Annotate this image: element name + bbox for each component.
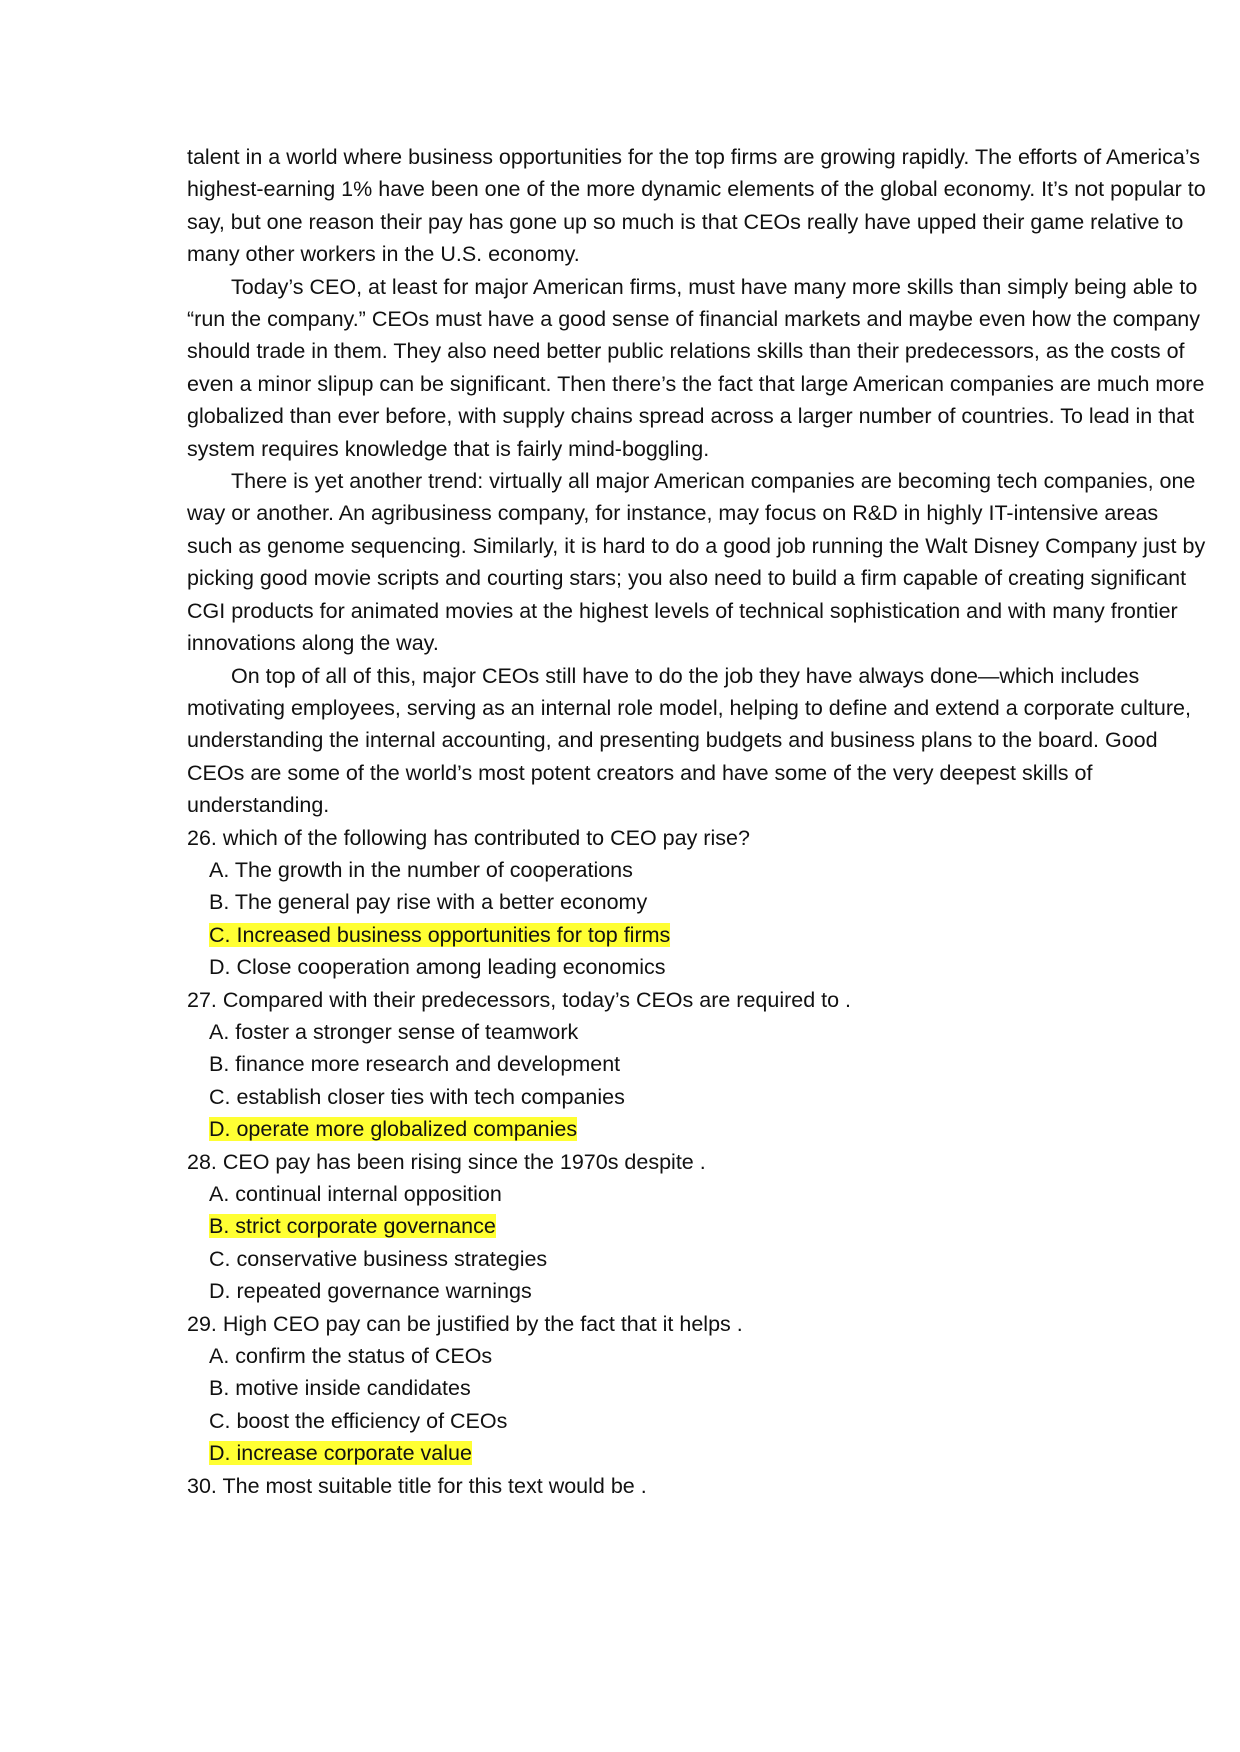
- option-c: [209, 1243, 1207, 1275]
- option-d-highlighted: [209, 1113, 1207, 1145]
- option-text: A. continual internal opposition: [209, 1182, 502, 1206]
- question-stem: 26. which of the following has contributed to CEO pay rise?: [187, 825, 750, 850]
- highlighted-answer: C. Increased business opportunities for top firms: [209, 922, 671, 947]
- option-text: B. motive inside candidates: [209, 1376, 471, 1401]
- option-text: A. foster a stronger sense of teamwork: [209, 1019, 579, 1044]
- option-d: [209, 951, 1207, 983]
- option-text: C. boost the efficiency of CEOs: [209, 1408, 508, 1433]
- question-26: [187, 822, 1207, 984]
- paragraph-3: There is yet another trend: virtually all major American companies are becoming tech companies, one way or another. An agribusiness company, for instance, may focus on R&D in highly IT-intensive areas such as genome sequencing. Similarly, it is hard to do a good job running the Walt Disney Company just by picking good movie scripts and courting stars; you also need to build a firm capable of creating significant CGI products for animated movies at the highest levels of technical sophistication and with many frontier innovations along the way.: [187, 469, 1206, 656]
- option-a: [209, 1016, 1207, 1048]
- option-text: A. The growth in the number of cooperations: [209, 857, 633, 882]
- question-stem: 28. CEO pay has been rising since the 1970s despite .: [187, 1149, 706, 1174]
- paragraph-4: On top of all of this, major CEOs still have to do the job they have always done—which includes motivating employees, serving as an internal role model, helping to define and extend a corporate culture, understanding the internal accounting, and presenting budgets and business plans to the board. Good CEOs are some of the world’s most potent creators and have some of the very deepest skills of understanding.: [187, 663, 1191, 818]
- option-b: [209, 886, 1207, 918]
- option-a: [209, 1178, 1207, 1210]
- option-a: [209, 854, 1207, 886]
- question-stem: 30. The most suitable title for this text would be .: [187, 1473, 647, 1498]
- option-c: [209, 1405, 1207, 1437]
- paragraph-2: Today’s CEO, at least for major American firms, must have many more skills than simply being able to “run the company.” CEOs must have a good sense of financial markets and maybe even how the company should trade in them. They also need better public relations skills than their predecessors, as the costs of even a minor slipup can be significant. Then there’s the fact that large American companies are much more globalized than ever before, with supply chains spread across a larger number of countries. To lead in that system requires knowledge that is fairly mind-boggling.: [187, 274, 1205, 461]
- option-d-highlighted: [209, 1437, 1207, 1469]
- option-b: [209, 1372, 1207, 1404]
- question-30: [187, 1470, 1207, 1502]
- highlighted-answer: D. increase corporate value: [209, 1441, 472, 1466]
- question-28: [187, 1146, 1207, 1308]
- highlighted-answer: D. operate more globalized companies: [209, 1117, 578, 1142]
- question-stem: 27. Compared with their predecessors, today’s CEOs are required to .: [187, 987, 852, 1012]
- paragraph-1: talent in a world where business opportunities for the top firms are growing rapidly. The efforts of America’s highest-earning 1% have been one of the more dynamic elements of the global economy. It’s not popular to say, but one reason their pay has gone up so much is that CEOs really have upped their game relative to many other workers in the U.S. economy.: [187, 145, 1206, 267]
- option-text: B. The general pay rise with a better economy: [209, 890, 648, 915]
- question-stem: 29. High CEO pay can be justified by the fact that it helps .: [187, 1311, 743, 1336]
- option-text: A. confirm the status of CEOs: [209, 1344, 493, 1369]
- option-c: [209, 1081, 1207, 1113]
- question-29: [187, 1308, 1207, 1470]
- option-d: [209, 1275, 1207, 1307]
- option-text: B. finance more research and development: [209, 1052, 621, 1077]
- option-text: C. establish closer ties with tech companies: [209, 1084, 625, 1109]
- option-b: [209, 1048, 1207, 1080]
- option-text: C. conservative business strategies: [209, 1246, 548, 1271]
- question-27: [187, 984, 1207, 1146]
- option-a: [209, 1340, 1207, 1372]
- document-page: [187, 141, 1207, 1502]
- option-c-highlighted: [209, 919, 1207, 951]
- option-text: D. repeated governance warnings: [209, 1279, 532, 1304]
- highlighted-answer: B. strict corporate governance: [209, 1214, 496, 1239]
- option-text: D. Close cooperation among leading economics: [209, 955, 666, 980]
- option-b-highlighted: [209, 1210, 1207, 1242]
